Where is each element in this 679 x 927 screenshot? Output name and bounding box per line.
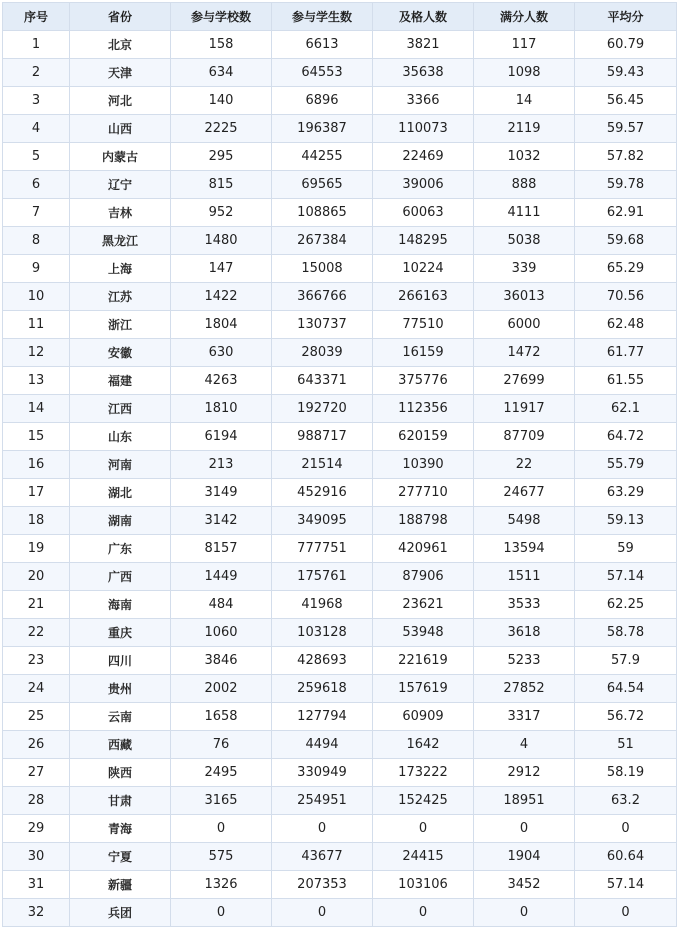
table-row [3,59,677,87]
cell-province: 河北 [70,87,171,115]
cell-full-score: 4111 [474,199,575,227]
cell-province: 新疆 [70,871,171,899]
cell-schools: 630 [171,339,272,367]
cell-passed: 3366 [373,87,474,115]
cell-index: 2 [3,59,70,87]
cell-index: 32 [3,899,70,927]
cell-full-score: 3317 [474,703,575,731]
cell-schools: 8157 [171,535,272,563]
cell-students: 43677 [272,843,373,871]
table-row [3,787,677,815]
table-row [3,115,677,143]
cell-province: 四川 [70,647,171,675]
cell-passed: 620159 [373,423,474,451]
cell-province: 广东 [70,535,171,563]
cell-full-score: 888 [474,171,575,199]
cell-index: 27 [3,759,70,787]
cell-passed: 22469 [373,143,474,171]
cell-passed: 39006 [373,171,474,199]
cell-schools: 1804 [171,311,272,339]
cell-students: 428693 [272,647,373,675]
cell-passed: 10390 [373,451,474,479]
cell-index: 4 [3,115,70,143]
cell-province: 吉林 [70,199,171,227]
cell-students: 643371 [272,367,373,395]
cell-students: 349095 [272,507,373,535]
cell-students: 6613 [272,31,373,59]
table-row [3,591,677,619]
cell-schools: 4263 [171,367,272,395]
cell-passed: 24415 [373,843,474,871]
cell-index: 26 [3,731,70,759]
cell-passed: 103106 [373,871,474,899]
cell-index: 10 [3,283,70,311]
cell-full-score: 3452 [474,871,575,899]
cell-average: 57.9 [575,647,677,675]
cell-schools: 484 [171,591,272,619]
cell-full-score: 5233 [474,647,575,675]
cell-schools: 1810 [171,395,272,423]
cell-full-score: 13594 [474,535,575,563]
cell-schools: 2002 [171,675,272,703]
cell-average: 59.43 [575,59,677,87]
cell-average: 59.78 [575,171,677,199]
cell-schools: 295 [171,143,272,171]
cell-average: 60.64 [575,843,677,871]
cell-full-score: 2119 [474,115,575,143]
cell-students: 69565 [272,171,373,199]
cell-passed: 1642 [373,731,474,759]
table-row [3,227,677,255]
cell-province: 西藏 [70,731,171,759]
table-row [3,283,677,311]
header-average: 平均分 [575,3,677,31]
cell-full-score: 117 [474,31,575,59]
cell-passed: 157619 [373,675,474,703]
cell-schools: 0 [171,815,272,843]
cell-full-score: 24677 [474,479,575,507]
cell-schools: 2225 [171,115,272,143]
table-row [3,871,677,899]
table-row [3,619,677,647]
header-index: 序号 [3,3,70,31]
cell-average: 64.54 [575,675,677,703]
cell-full-score: 1511 [474,563,575,591]
cell-average: 59.13 [575,507,677,535]
cell-index: 31 [3,871,70,899]
cell-passed: 0 [373,899,474,927]
table-row [3,395,677,423]
cell-students: 108865 [272,199,373,227]
cell-students: 4494 [272,731,373,759]
cell-index: 30 [3,843,70,871]
cell-average: 61.77 [575,339,677,367]
cell-passed: 188798 [373,507,474,535]
cell-full-score: 1904 [474,843,575,871]
cell-passed: 0 [373,815,474,843]
header-students: 参与学生数 [272,3,373,31]
cell-province: 宁夏 [70,843,171,871]
cell-province: 辽宁 [70,171,171,199]
cell-province: 甘肃 [70,787,171,815]
cell-students: 207353 [272,871,373,899]
cell-students: 192720 [272,395,373,423]
cell-province: 北京 [70,31,171,59]
table-row [3,535,677,563]
cell-average: 62.25 [575,591,677,619]
cell-passed: 23621 [373,591,474,619]
cell-full-score: 18951 [474,787,575,815]
cell-average: 55.79 [575,451,677,479]
cell-passed: 53948 [373,619,474,647]
cell-full-score: 3618 [474,619,575,647]
cell-students: 21514 [272,451,373,479]
cell-full-score: 1032 [474,143,575,171]
cell-province: 河南 [70,451,171,479]
cell-students: 267384 [272,227,373,255]
cell-average: 0 [575,815,677,843]
cell-students: 127794 [272,703,373,731]
cell-index: 20 [3,563,70,591]
cell-average: 65.29 [575,255,677,283]
cell-schools: 575 [171,843,272,871]
cell-full-score: 27852 [474,675,575,703]
cell-students: 254951 [272,787,373,815]
cell-average: 62.91 [575,199,677,227]
cell-passed: 221619 [373,647,474,675]
cell-index: 12 [3,339,70,367]
cell-index: 15 [3,423,70,451]
cell-average: 0 [575,899,677,927]
cell-schools: 1658 [171,703,272,731]
cell-schools: 76 [171,731,272,759]
cell-students: 103128 [272,619,373,647]
table-row [3,899,677,927]
cell-full-score: 339 [474,255,575,283]
header-passed: 及格人数 [373,3,474,31]
cell-index: 18 [3,507,70,535]
cell-students: 330949 [272,759,373,787]
table-row [3,339,677,367]
cell-average: 59 [575,535,677,563]
header-province: 省份 [70,3,171,31]
cell-passed: 375776 [373,367,474,395]
cell-schools: 213 [171,451,272,479]
table-row [3,675,677,703]
cell-passed: 3821 [373,31,474,59]
cell-province: 浙江 [70,311,171,339]
table-row [3,815,677,843]
cell-full-score: 36013 [474,283,575,311]
cell-province: 重庆 [70,619,171,647]
cell-schools: 952 [171,199,272,227]
header-full-score: 满分人数 [474,3,575,31]
results-table [2,2,677,927]
cell-full-score: 11917 [474,395,575,423]
cell-schools: 1060 [171,619,272,647]
cell-students: 196387 [272,115,373,143]
results-table-container [2,2,676,927]
header-schools: 参与学校数 [171,3,272,31]
cell-index: 6 [3,171,70,199]
cell-students: 15008 [272,255,373,283]
cell-index: 7 [3,199,70,227]
table-row [3,703,677,731]
cell-index: 25 [3,703,70,731]
cell-index: 11 [3,311,70,339]
cell-average: 70.56 [575,283,677,311]
cell-index: 8 [3,227,70,255]
table-row [3,563,677,591]
cell-average: 62.1 [575,395,677,423]
cell-schools: 140 [171,87,272,115]
cell-passed: 173222 [373,759,474,787]
cell-full-score: 1098 [474,59,575,87]
cell-students: 41968 [272,591,373,619]
cell-average: 64.72 [575,423,677,451]
table-row [3,479,677,507]
cell-province: 天津 [70,59,171,87]
cell-average: 57.82 [575,143,677,171]
cell-schools: 0 [171,899,272,927]
cell-students: 366766 [272,283,373,311]
cell-schools: 3165 [171,787,272,815]
cell-index: 9 [3,255,70,283]
cell-passed: 152425 [373,787,474,815]
cell-province: 陕西 [70,759,171,787]
cell-average: 56.45 [575,87,677,115]
cell-index: 21 [3,591,70,619]
cell-province: 贵州 [70,675,171,703]
header-row [3,3,677,31]
cell-province: 内蒙古 [70,143,171,171]
cell-full-score: 14 [474,87,575,115]
cell-passed: 110073 [373,115,474,143]
cell-index: 29 [3,815,70,843]
cell-passed: 112356 [373,395,474,423]
cell-province: 海南 [70,591,171,619]
cell-index: 19 [3,535,70,563]
table-row [3,255,677,283]
table-row [3,731,677,759]
cell-schools: 158 [171,31,272,59]
cell-index: 24 [3,675,70,703]
cell-index: 3 [3,87,70,115]
table-row [3,199,677,227]
cell-passed: 60063 [373,199,474,227]
table-row [3,423,677,451]
table-row [3,759,677,787]
cell-province: 湖南 [70,507,171,535]
cell-full-score: 2912 [474,759,575,787]
cell-schools: 1480 [171,227,272,255]
cell-full-score: 0 [474,815,575,843]
table-body [3,31,677,927]
cell-schools: 2495 [171,759,272,787]
cell-students: 64553 [272,59,373,87]
cell-passed: 16159 [373,339,474,367]
table-row [3,31,677,59]
table-row [3,451,677,479]
cell-passed: 266163 [373,283,474,311]
cell-province: 青海 [70,815,171,843]
cell-average: 59.57 [575,115,677,143]
cell-passed: 35638 [373,59,474,87]
cell-average: 62.48 [575,311,677,339]
cell-full-score: 87709 [474,423,575,451]
cell-schools: 815 [171,171,272,199]
cell-province: 江苏 [70,283,171,311]
cell-schools: 147 [171,255,272,283]
cell-students: 0 [272,899,373,927]
cell-students: 28039 [272,339,373,367]
cell-passed: 277710 [373,479,474,507]
table-header [3,3,677,31]
cell-index: 16 [3,451,70,479]
table-row [3,507,677,535]
table-row [3,367,677,395]
cell-students: 0 [272,815,373,843]
table-row [3,143,677,171]
cell-index: 23 [3,647,70,675]
cell-full-score: 5498 [474,507,575,535]
cell-students: 988717 [272,423,373,451]
table-row [3,171,677,199]
cell-full-score: 5038 [474,227,575,255]
cell-average: 57.14 [575,563,677,591]
cell-province: 安徽 [70,339,171,367]
cell-students: 6896 [272,87,373,115]
cell-index: 14 [3,395,70,423]
table-row [3,647,677,675]
cell-province: 山东 [70,423,171,451]
cell-passed: 420961 [373,535,474,563]
cell-average: 63.29 [575,479,677,507]
cell-schools: 6194 [171,423,272,451]
cell-province: 上海 [70,255,171,283]
cell-average: 57.14 [575,871,677,899]
cell-schools: 1449 [171,563,272,591]
cell-average: 51 [575,731,677,759]
cell-index: 13 [3,367,70,395]
table-row [3,87,677,115]
cell-province: 福建 [70,367,171,395]
cell-index: 17 [3,479,70,507]
cell-students: 259618 [272,675,373,703]
cell-schools: 3846 [171,647,272,675]
cell-average: 63.2 [575,787,677,815]
cell-province: 广西 [70,563,171,591]
cell-full-score: 1472 [474,339,575,367]
cell-schools: 1422 [171,283,272,311]
cell-students: 175761 [272,563,373,591]
table-row [3,311,677,339]
cell-full-score: 6000 [474,311,575,339]
table-row [3,843,677,871]
cell-full-score: 0 [474,899,575,927]
cell-province: 兵团 [70,899,171,927]
cell-full-score: 22 [474,451,575,479]
cell-province: 山西 [70,115,171,143]
cell-schools: 634 [171,59,272,87]
cell-full-score: 3533 [474,591,575,619]
cell-average: 58.19 [575,759,677,787]
cell-province: 湖北 [70,479,171,507]
cell-index: 5 [3,143,70,171]
cell-province: 云南 [70,703,171,731]
cell-passed: 87906 [373,563,474,591]
cell-index: 22 [3,619,70,647]
cell-students: 452916 [272,479,373,507]
cell-full-score: 4 [474,731,575,759]
cell-schools: 3142 [171,507,272,535]
cell-average: 60.79 [575,31,677,59]
cell-average: 61.55 [575,367,677,395]
cell-students: 44255 [272,143,373,171]
cell-schools: 3149 [171,479,272,507]
cell-students: 130737 [272,311,373,339]
cell-average: 59.68 [575,227,677,255]
cell-index: 1 [3,31,70,59]
cell-full-score: 27699 [474,367,575,395]
cell-average: 58.78 [575,619,677,647]
cell-passed: 10224 [373,255,474,283]
cell-province: 黑龙江 [70,227,171,255]
cell-passed: 77510 [373,311,474,339]
cell-index: 28 [3,787,70,815]
cell-passed: 60909 [373,703,474,731]
cell-schools: 1326 [171,871,272,899]
cell-students: 777751 [272,535,373,563]
cell-average: 56.72 [575,703,677,731]
cell-passed: 148295 [373,227,474,255]
cell-province: 江西 [70,395,171,423]
